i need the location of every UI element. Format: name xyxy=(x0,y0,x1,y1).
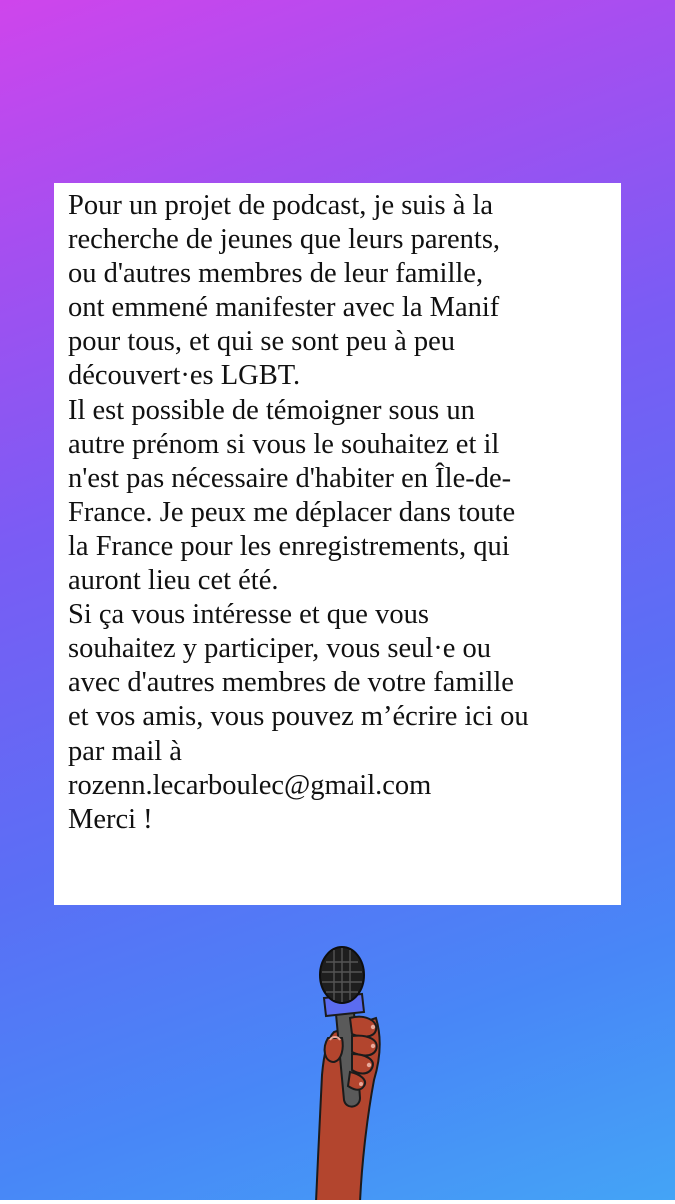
story-text-card xyxy=(54,183,621,905)
hand-holding-microphone-icon xyxy=(258,940,428,1200)
story-text-line: et vos amis, vous pouvez m’écrire ici ou xyxy=(68,701,529,733)
story-text-line: avec d'autres membres de votre famille xyxy=(68,667,514,699)
story-text-line: n'est pas nécessaire d'habiter en Île-de- xyxy=(68,462,512,494)
story-text-line: ou d'autres membres de leur famille, xyxy=(68,258,484,290)
email-address-text: rozenn.lecarboulec@gmail.com xyxy=(68,769,432,801)
story-text-line: Merci ! xyxy=(68,803,153,835)
story-text-line: la France pour les enregistrements, qui xyxy=(68,530,510,562)
story-text-line: découvert·es LGBT. xyxy=(68,360,301,392)
story-text-line: pour tous, et qui se sont peu à peu xyxy=(68,326,456,358)
story-text-line: ont emmené manifester avec la Manif xyxy=(68,292,500,324)
story-text-line: Pour un projet de podcast, je suis à la xyxy=(68,190,494,221)
story-text-line: Il est possible de témoigner sous un xyxy=(68,394,475,426)
story-text-line: recherche de jeunes que leurs parents, xyxy=(68,224,501,256)
story-text-line: autre prénom si vous le souhaitez et il xyxy=(68,428,500,460)
story-text-line: France. Je peux me déplacer dans toute xyxy=(68,496,516,528)
story-text-line: auront lieu cet été. xyxy=(68,565,279,597)
story-text-line: Si ça vous intéresse et que vous xyxy=(68,599,429,631)
story-text-line: souhaitez y participer, vous seul·e ou xyxy=(68,633,492,665)
story-text-line: par mail à xyxy=(68,735,182,767)
